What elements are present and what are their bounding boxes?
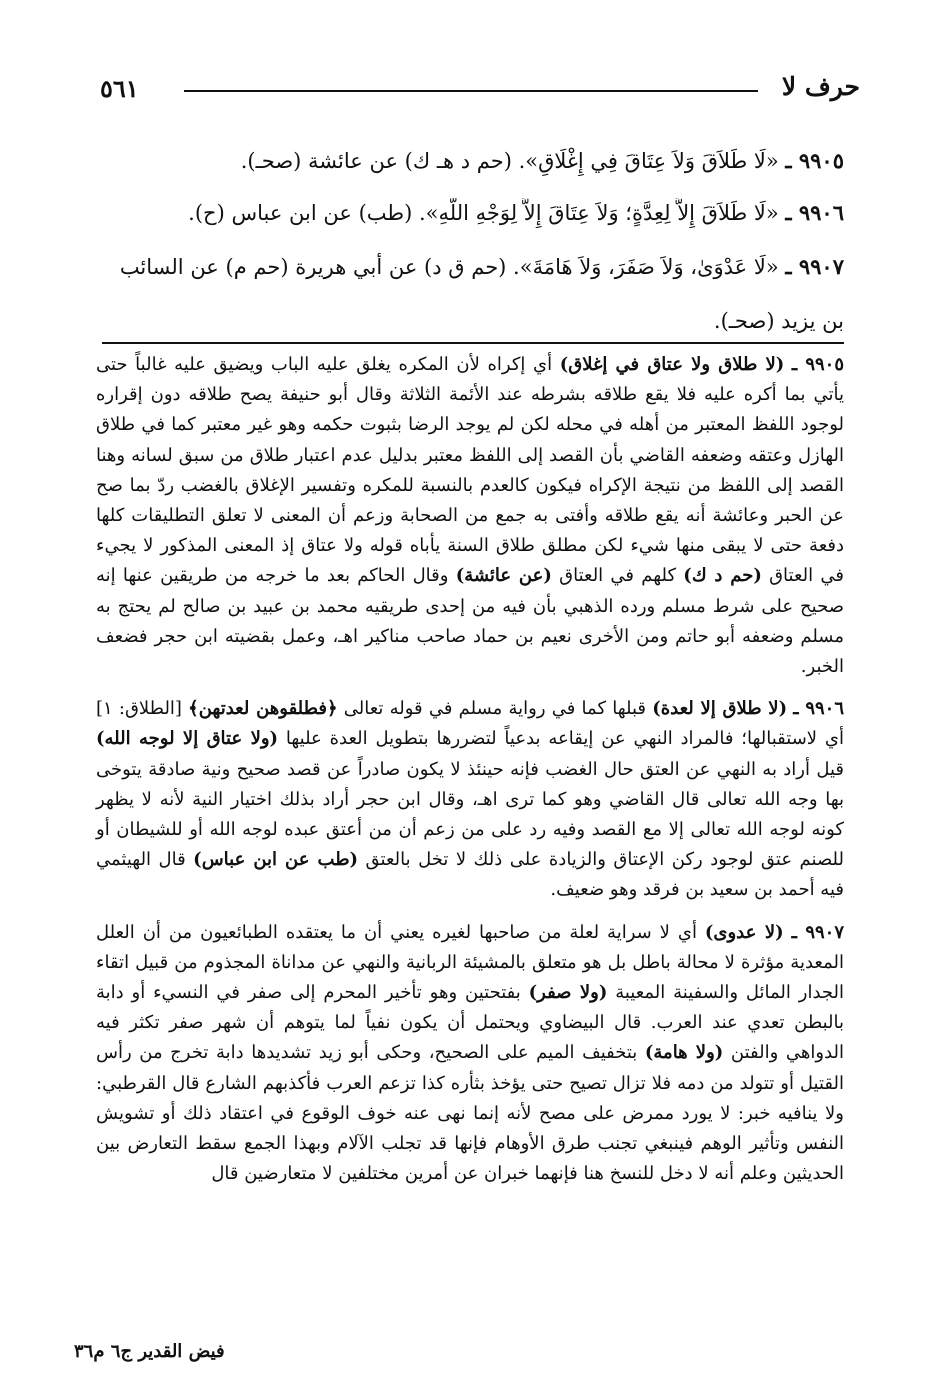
page-number: ٥٦١ xyxy=(100,74,139,103)
source-reference: (حم د ك) xyxy=(683,565,762,587)
source-reference: (عن عائشة) xyxy=(455,565,552,587)
commentary-text: أي إكراه لأن المكره يغلق عليه الباب ويضيق عليه غالباً حتى يأتي بما أكره عليه فلا يقع طلاقه بشرطه عند الأئمة الثلاثة وقال أبو حنيفة يصح طلاقه دون إقراره لوجود اللفظ المعتبر من أهله في محله لكن لم يوجد الرضا بثبوت حكمه وهو غير معتبر كما في طلاق الهازل وعتقه وضعفه القاضي بأن القصد إلى اللفظ معتبر بدليل عدم اعتبار طلاق من سبق لسانه وهنا القصد إلى اللفظ من نتيجة الإكراه فيكون كالعدم بالنسبة للمكره وتفسير الإغلاق بالغضب ردّ بما صح عن الحبر وعائشة أنه يقع طلاقه وأفتى به جمع من الصحابة وزعم أن المعنى لا تعلق التطليقات كلها دفعة حتى لا يبقى منها شيء لكن مطلق طلاق السنة يأباه قوله ولا عتاق إذ المعنى المذكور لا يجيء في العتاق xyxy=(96,354,844,587)
commentary-number: ٩٩٠٧ ـ xyxy=(791,921,844,943)
hadith-text: «لَا طَلاَقَ وَلاَ عِتَاقَ فِي إِغْلَاقٍ». (حم د هـ ك) عن عائشة (صحـ). xyxy=(240,149,779,173)
hadith-number: ٩٩٠٥ ـ xyxy=(785,148,844,173)
commentary-text: وقال الحاكم بعد ما خرجه من طريقين عنها إنه صحيح على شرط مسلم ورده الذهبي بأن فيه من إحدى طريقيه محمد بن عبيد بن صالح لم يحتج به مسلم وضعفه أبو حاتم ومن الأخرى نعيم بن حماد صاحب مناكير اهـ، وعمل بقضيته ابن حجر فضعف الخبر. xyxy=(96,565,844,678)
commentary-number: ٩٩٠٦ ـ xyxy=(793,698,844,720)
commentary-text: قبلها كما في رواية مسلم في قوله تعالى xyxy=(337,698,653,720)
source-reference: (طب عن ابن عباس) xyxy=(193,849,359,871)
hadith-text: «لَا عَدْوَىٰ، وَلاَ صَفَرَ، وَلاَ هَامَةَ». (حم ق د) عن أبي هريرة (حم م) عن السائب بن يزيد (صحـ). xyxy=(119,255,844,333)
quran-quote: ﴿فطلقوهن لعدتهن﴾ xyxy=(188,698,338,720)
hadith-entry xyxy=(100,198,844,228)
commentary-paragraph xyxy=(96,918,844,1190)
chapter-title: حرف لا xyxy=(781,72,860,101)
commentary-lemma: (لا طلاق إلا لعدة) xyxy=(652,698,788,720)
commentary-text: كلهم في العتاق xyxy=(551,565,684,587)
commentary-text: قيل أراد به النهي عن العتق حال الغضب فإنه حينئذ لا يكون صادراً عن قصد صحيح ونية صادقة يتوخى بها وجه الله تعالى قال القاضي وهو كما ترى اهـ، وقال ابن حجر أراد بذلك اختيار النية لأنه لا يظهر كونه لوجه الله تعالى إلا مع القصد وفيه رد على من زعم أن من أعتق عبده لوجه الله أو للشيطان أو للصنم عتق لوجود ركن الإعتاق والزيادة على ذلك لا تخل بالعتق xyxy=(96,758,845,871)
commentary-number: ٩٩٠٥ ـ xyxy=(791,354,844,375)
header-rule xyxy=(184,90,758,92)
commentary-lemma: (لا طلاق ولا عتاق في إغلاق) xyxy=(559,354,785,375)
commentary-text: بتخفيف الميم على الصحيح، وحكى أبو زيد تشديدها دابة تخرج من رأس القتيل أو تتولد من دمه فلا تزال تصيح حتى يؤخذ بثأره كذا تزعم العرب فأكذبهم الشارع قال القرطبي: ولا ينافيه خبر: لا يورد ممرض على مصح لأنه إنما نهى عنه خوف الوقوع في اعتقاد ذلك أو تشويش النفس وتأثير الوهم فينبغي تجنب طرق الأوهام فإنها قد تجلب الآلام وبهذا الجمع سقط التعارض بين الحديثين وعلم أنه لا دخل للنسخ هنا فإنهما خبران عن أمرين مختلفين لا متعارضين قال xyxy=(96,1042,844,1185)
commentary-paragraph xyxy=(96,350,844,682)
commentary-text: أي لا سراية لعلة من صاحبها لغيره يعني أن ما يعتقده الطبائعيون من أن العلل المعدية مؤثرة لا محالة باطل بل هو متعلق بالمشيئة الربانية والنهي عن مداناة المجذوم من قبيل اتقاء الجدار المائل والسفينة المعيبة xyxy=(96,921,844,1004)
commentary-paragraph xyxy=(96,694,844,905)
commentary-lemma: (ولا هامة) xyxy=(644,1042,724,1064)
commentary-text: بفتحتين وهو تأخير المحرم إلى صفر في النسيء أو دابة بالبطن تعدي عند العرب. قال البيضاوي ويحتمل أن يكون نفياً لما يتوهم أن شهر صفر تكثر فيه الدواهي والفتن xyxy=(96,982,845,1064)
footer-signature: فيض القدير ج٦ م٣٦ xyxy=(74,1341,225,1362)
commentary-body xyxy=(96,350,844,1189)
commentary-lemma: (لا عدوى) xyxy=(704,921,784,943)
hadith-text: «لَا طَلاَقَ إِلاَّ لِعِدَّةٍ؛ وَلاَ عِتَاقَ إِلاَّ لِوَجْهِ اللَّهِ». (طب) عن ابن عباس (ح). xyxy=(188,201,779,225)
hadith-number: ٩٩٠٧ ـ xyxy=(785,254,844,279)
commentary-text: قال الهيثمي فيه أحمد بن سعيد بن فرقد وهو ضعيف. xyxy=(96,849,844,901)
commentary-text: [الطلاق: ١] أي لاستقبالها؛ فالمراد النهي عن إيقاعه بدعياً لتضررها بتطويل العدة عليها xyxy=(96,698,844,750)
section-divider xyxy=(102,342,844,344)
hadith-number: ٩٩٠٦ ـ xyxy=(785,200,844,225)
running-head xyxy=(100,66,860,106)
commentary-lemma: (ولا عتاق إلا لوجه الله) xyxy=(96,728,279,750)
commentary-lemma: (ولا صفر) xyxy=(528,982,608,1004)
hadith-entry xyxy=(96,240,844,348)
hadith-entry xyxy=(100,146,844,176)
